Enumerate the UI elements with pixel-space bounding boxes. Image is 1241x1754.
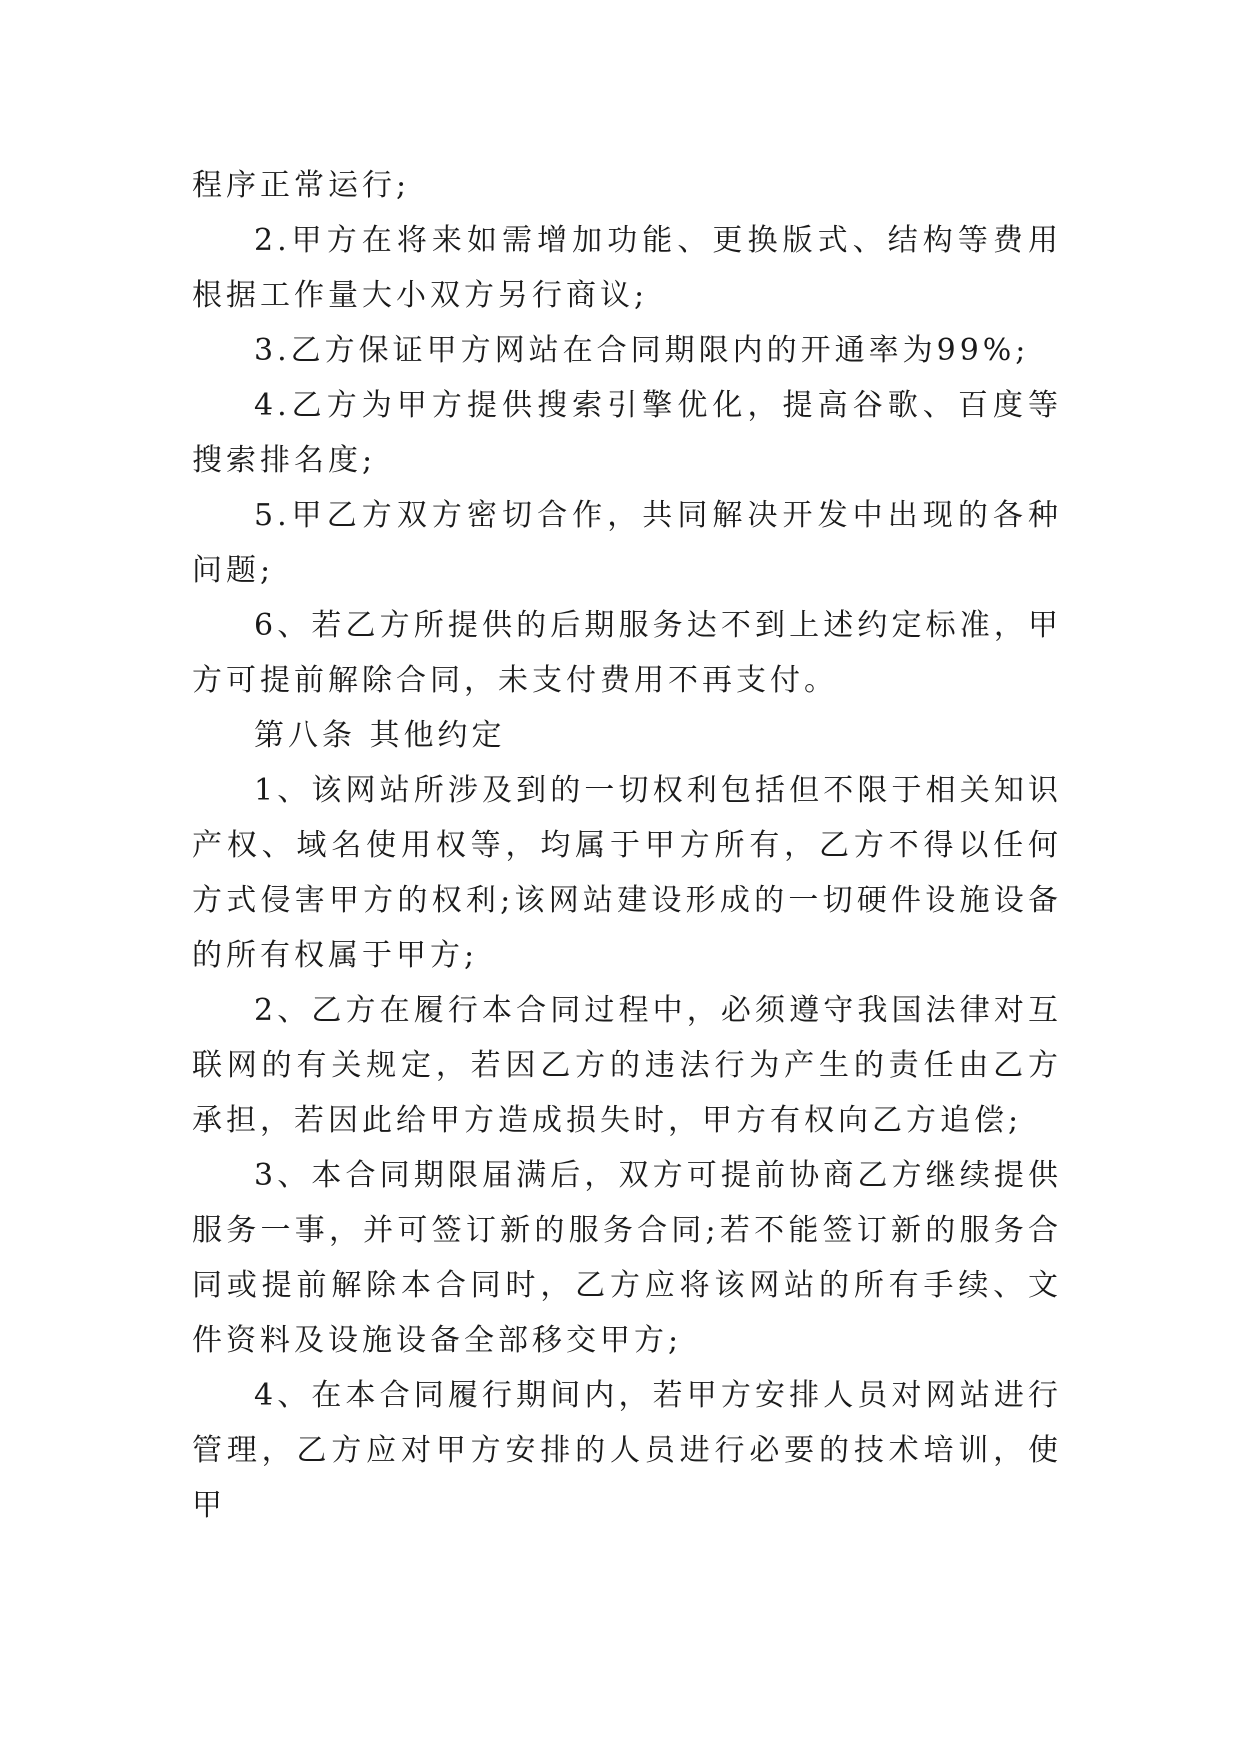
clause-item-5: 5.甲乙方双方密切合作，共同解决开发中出现的各种问题;: [192, 498, 1062, 588]
document-body: [192, 158, 1062, 1533]
clause-item-6: 6、若乙方所提供的后期服务达不到上述约定标准，甲方可提前解除合同，未支付费用不再支付。: [192, 608, 1062, 698]
clause-other-2: 2、乙方在履行本合同过程中，必须遵守我国法律对互联网的有关规定，若因乙方的违法行为产生的责任由乙方承担，若因此给甲方造成损失时，甲方有权向乙方追偿;: [192, 993, 1062, 1138]
paragraph-continuation: 程序正常运行;: [192, 168, 411, 203]
clause-item-4: 4.乙方为甲方提供搜索引擎优化，提高谷歌、百度等搜索排名度;: [192, 388, 1062, 478]
clause-other-4: 4、在本合同履行期间内，若甲方安排人员对网站进行管理，乙方应对甲方安排的人员进行必要的技术培训，使甲: [192, 1378, 1062, 1523]
clause-item-2: 2.甲方在将来如需增加功能、更换版式、结构等费用根据工作量大小双方另行商议;: [192, 223, 1062, 313]
clause-other-1: 1、该网站所涉及到的一切权利包括但不限于相关知识产权、域名使用权等，均属于甲方所有，乙方不得以任何方式侵害甲方的权利;该网站建设形成的一切硬件设施设备的所有权属于甲方;: [192, 773, 1062, 973]
section-heading-article-8: 第八条 其他约定: [254, 718, 506, 753]
clause-other-3: 3、本合同期限届满后，双方可提前协商乙方继续提供服务一事，并可签订新的服务合同;若不能签订新的服务合同或提前解除本合同时，乙方应将该网站的所有手续、文件资料及设施设备全部移交甲方;: [192, 1158, 1062, 1358]
clause-item-3: 3.乙方保证甲方网站在合同期限内的开通率为99%;: [254, 333, 1030, 368]
